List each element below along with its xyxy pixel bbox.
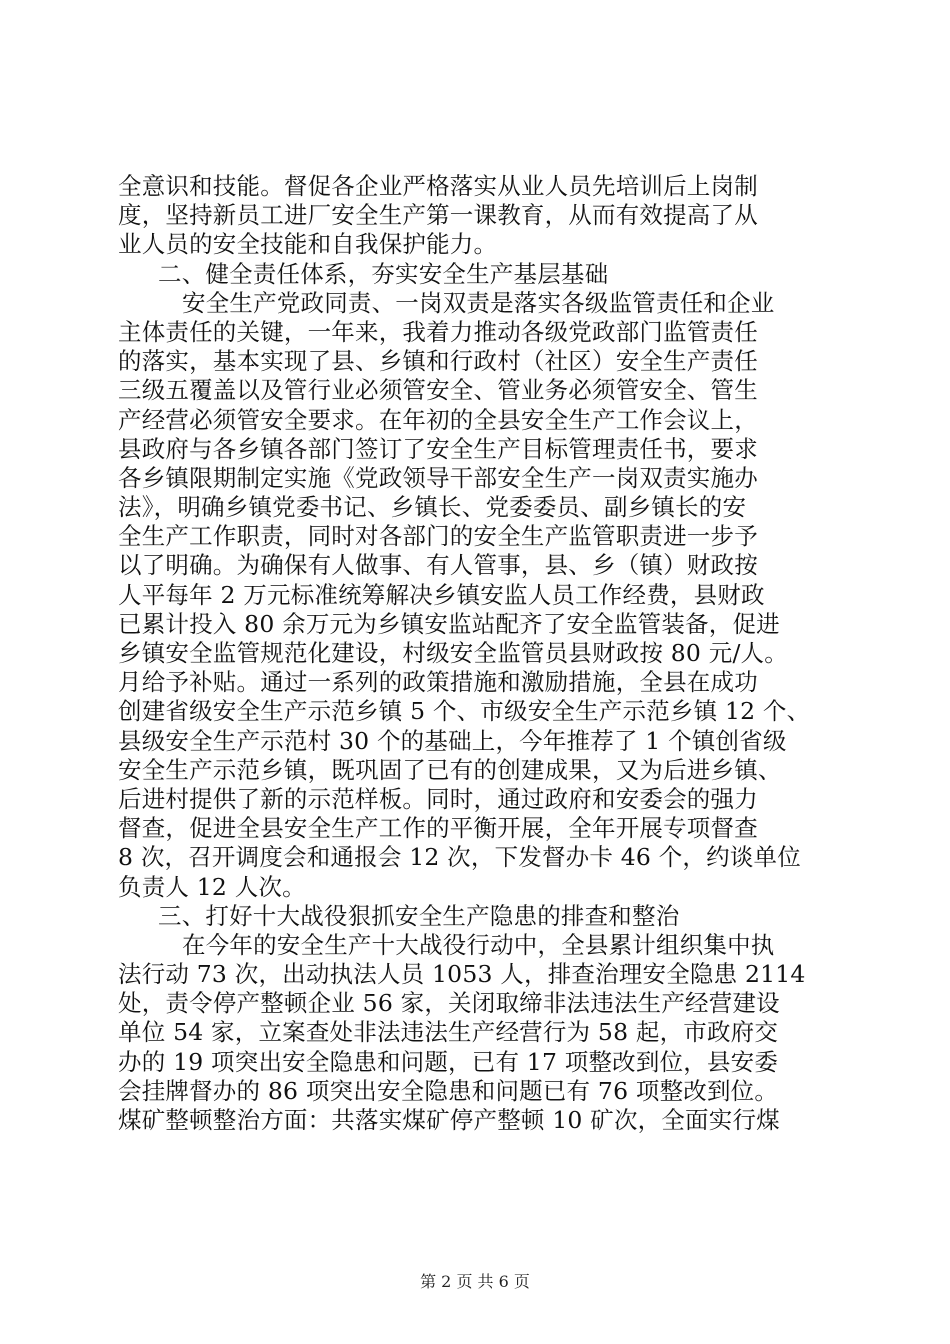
body-line: 创建省级安全生产示范乡镇 5 个、市级安全生产示范乡镇 12 个、 [118,697,811,726]
body-line: 乡镇安全监管规范化建设，村级安全监管员县财政按 80 元/人。 [118,639,788,667]
body-line: 三级五覆盖以及管行业必须管安全、管业务必须管安全、管生 [118,376,758,405]
section-heading-3: 三、打好十大战役狠抓安全生产隐患的排查和整治 [158,901,680,930]
document-body [118,172,834,1135]
body-line: 已累计投入 80 余万元为乡镇安监站配齐了安全监管装备，促进 [118,609,780,638]
body-line: 办的 19 项突出安全隐患和问题，已有 17 项整改到位，县安委 [118,1047,779,1076]
body-line: 的落实，基本实现了县、乡镇和行政村（社区）安全生产责任 [118,347,758,376]
body-line: 全生产工作职责，同时对各部门的安全生产监管职责进一步予 [118,522,758,551]
body-line: 法》，明确乡镇党委书记、乡镇长、党委委员、副乡镇长的安 [118,493,747,522]
body-line: 各乡镇限期制定实施《党政领导干部安全生产一岗双责实施办 [118,463,758,492]
body-line: 县政府与各乡镇各部门签订了安全生产目标管理责任书，要求 [118,434,758,463]
body-line: 度，坚持新员工进厂安全生产第一课教育，从而有效提高了从 [118,201,758,230]
paragraph-first-line: 在今年的安全生产十大战役行动中，全县累计组织集中执 [182,930,775,959]
body-line: 煤矿整顿整治方面：共落实煤矿停产整顿 10 矿次，全面实行煤 [118,1106,780,1134]
body-line: 主体责任的关键，一年来，我着力推动各级党政部门监管责任 [118,317,758,346]
body-line: 安全生产示范乡镇，既巩固了已有的创建成果，又为后进乡镇、 [118,755,782,784]
body-line: 单位 54 家，立案查处非法违法生产经营行为 58 起，市政府交 [118,1018,779,1047]
body-line: 县级安全生产示范村 30 个的基础上，今年推荐了 1 个镇创省级 [118,726,787,755]
body-line: 以了明确。为确保有人做事、有人管事，县、乡（镇）财政按 [118,551,758,580]
body-line: 会挂牌督办的 86 项突出安全隐患和问题已有 76 项整改到位。 [118,1076,779,1105]
body-line: 月给予补贴。通过一系列的政策措施和激励措施，全县在成功 [118,668,758,697]
paragraph-first-line: 安全生产党政同责、一岗双责是落实各级监管责任和企业 [182,288,775,317]
body-line: 后进村提供了新的示范样板。同时，通过政府和安委会的强力 [118,784,758,813]
body-line: 督查，促进全县安全生产工作的平衡开展，全年开展专项督查 [118,814,758,843]
body-line: 人平每年 2 万元标准统筹解决乡镇安监人员工作经费，县财政 [118,580,765,609]
body-line: 8 次，召开调度会和通报会 12 次，下发督办卡 46 个，约谈单位 [118,843,801,872]
body-line: 全意识和技能。督促各企业严格落实从业人员先培训后上岗制 [118,172,758,200]
body-line: 产经营必须管安全要求。在年初的全县安全生产工作会议上， [118,405,758,434]
body-line: 负责人 12 人次。 [118,872,306,901]
body-line: 法行动 73 次，出动执法人员 1053 人，排查治理安全隐患 2114 [118,960,806,989]
page-number-footer: 第 2 页 共 6 页 [420,1272,530,1291]
body-line: 处，责令停产整顿企业 56 家，关闭取缔非法违法生产经营建设 [118,989,780,1018]
body-line: 业人员的安全技能和自我保护能力。 [118,230,498,259]
section-heading-2: 二、健全责任体系，夯实安全生产基层基础 [158,259,609,288]
